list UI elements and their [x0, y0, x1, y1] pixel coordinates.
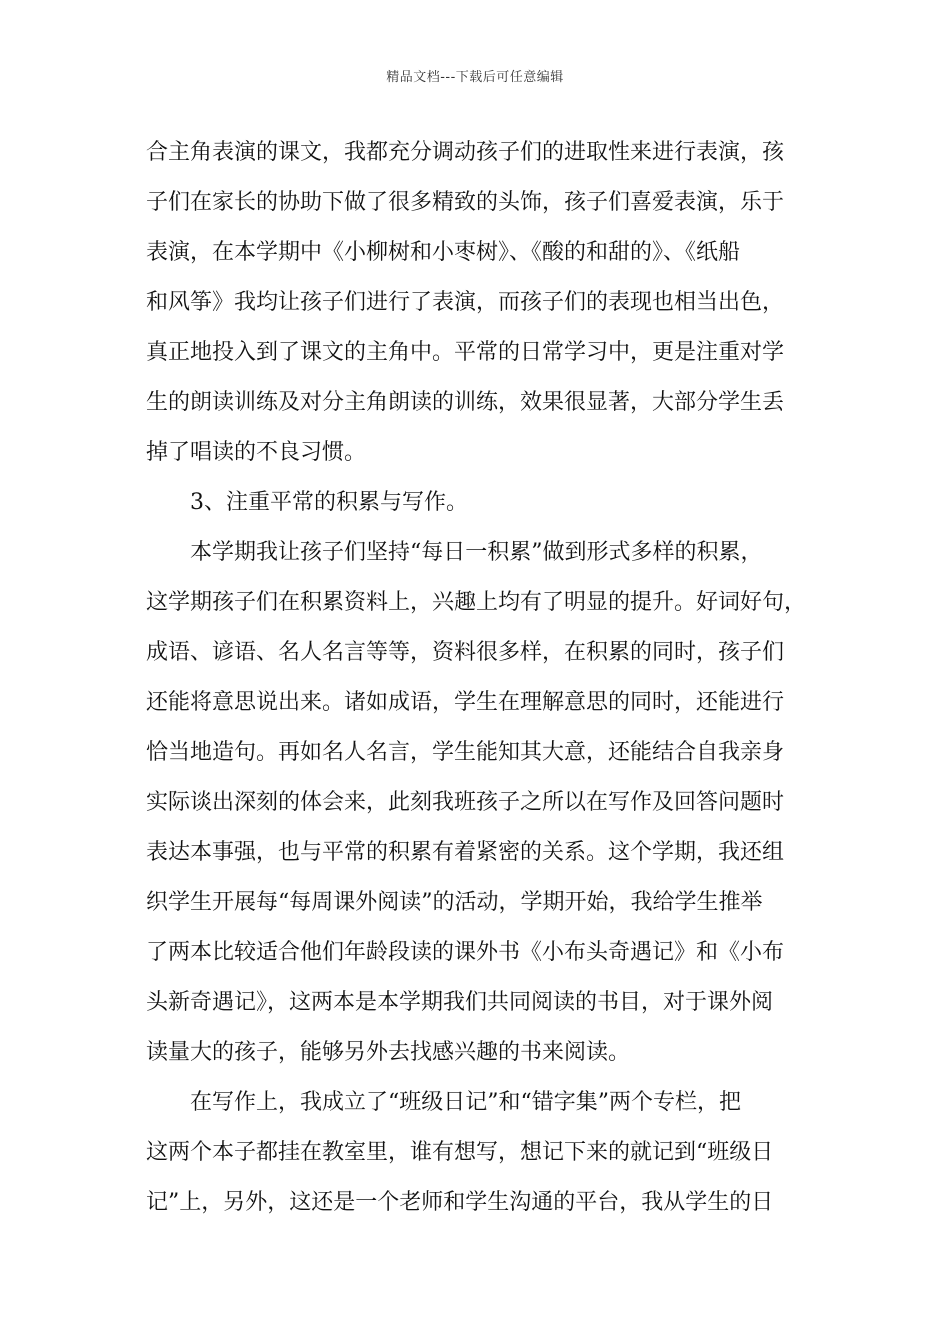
- text-line: 实际谈出深刻的体会来，此刻我班孩子之所以在写作及回答问题时: [146, 790, 785, 815]
- text-line: 了两本比较适合他们年龄段读的课外书《小布头奇遇记》和《小布: [146, 940, 785, 965]
- section-heading: 3、注重平常的积累与写作。: [190, 490, 468, 515]
- text-line: 表达本事强，也与平常的积累有着紧密的关系。这个学期，我还组: [146, 840, 785, 865]
- text-line: 这两个本子都挂在教室里，谁有想写，想记下来的就记到“班级日: [146, 1140, 774, 1165]
- paragraph-start: 在写作上，我成立了“班级日记”和“错字集”两个专栏，把: [190, 1090, 741, 1115]
- text-line: 子们在家长的协助下做了很多精致的头饰，孩子们喜爱表演，乐于: [146, 190, 785, 215]
- text-line: 生的朗读训练及对分主角朗读的训练，效果很显著，大部分学生丢: [146, 390, 785, 415]
- text-line: 记”上，另外，这还是一个老师和学生沟通的平台，我从学生的日: [146, 1190, 774, 1215]
- text-line: 掉了唱读的不良习惯。: [146, 440, 367, 465]
- text-line: 这学期孩子们在积累资料上，兴趣上均有了明显的提升。好词好句，: [146, 590, 807, 615]
- text-line: 合主角表演的课文，我都充分调动孩子们的进取性来进行表演，孩: [146, 140, 785, 165]
- page-header: 精品文档---下载后可任意编辑: [386, 70, 564, 85]
- text-line: 成语、谚语、名人名言等等，资料很多样，在积累的同时，孩子们: [146, 640, 785, 665]
- text-line: 读量大的孩子，能够另外去找感兴趣的书来阅读。: [146, 1040, 631, 1065]
- text-line: 表演，在本学期中《小柳树和小枣树》、《酸的和甜的》、《纸船: [146, 240, 741, 265]
- paragraph-start: 本学期我让孩子们坚持“每日一积累”做到形式多样的积累，: [190, 540, 763, 565]
- text-line: 恰当地造句。再如名人名言，学生能知其大意，还能结合自我亲身: [146, 740, 785, 765]
- text-line: 还能将意思说出来。诸如成语，学生在理解意思的同时，还能进行: [146, 690, 785, 715]
- text-line: 和风筝》我均让孩子们进行了表演，而孩子们的表现也相当出色，: [146, 290, 785, 315]
- text-line: 织学生开展每“每周课外阅读”的活动，学期开始，我给学生推举: [146, 890, 763, 915]
- body-text: [146, 128, 816, 1228]
- text-line: 真正地投入到了课文的主角中。平常的日常学习中，更是注重对学: [146, 340, 785, 365]
- text-line: 头新奇遇记》，这两本是本学期我们共同阅读的书目，对于课外阅: [146, 990, 774, 1015]
